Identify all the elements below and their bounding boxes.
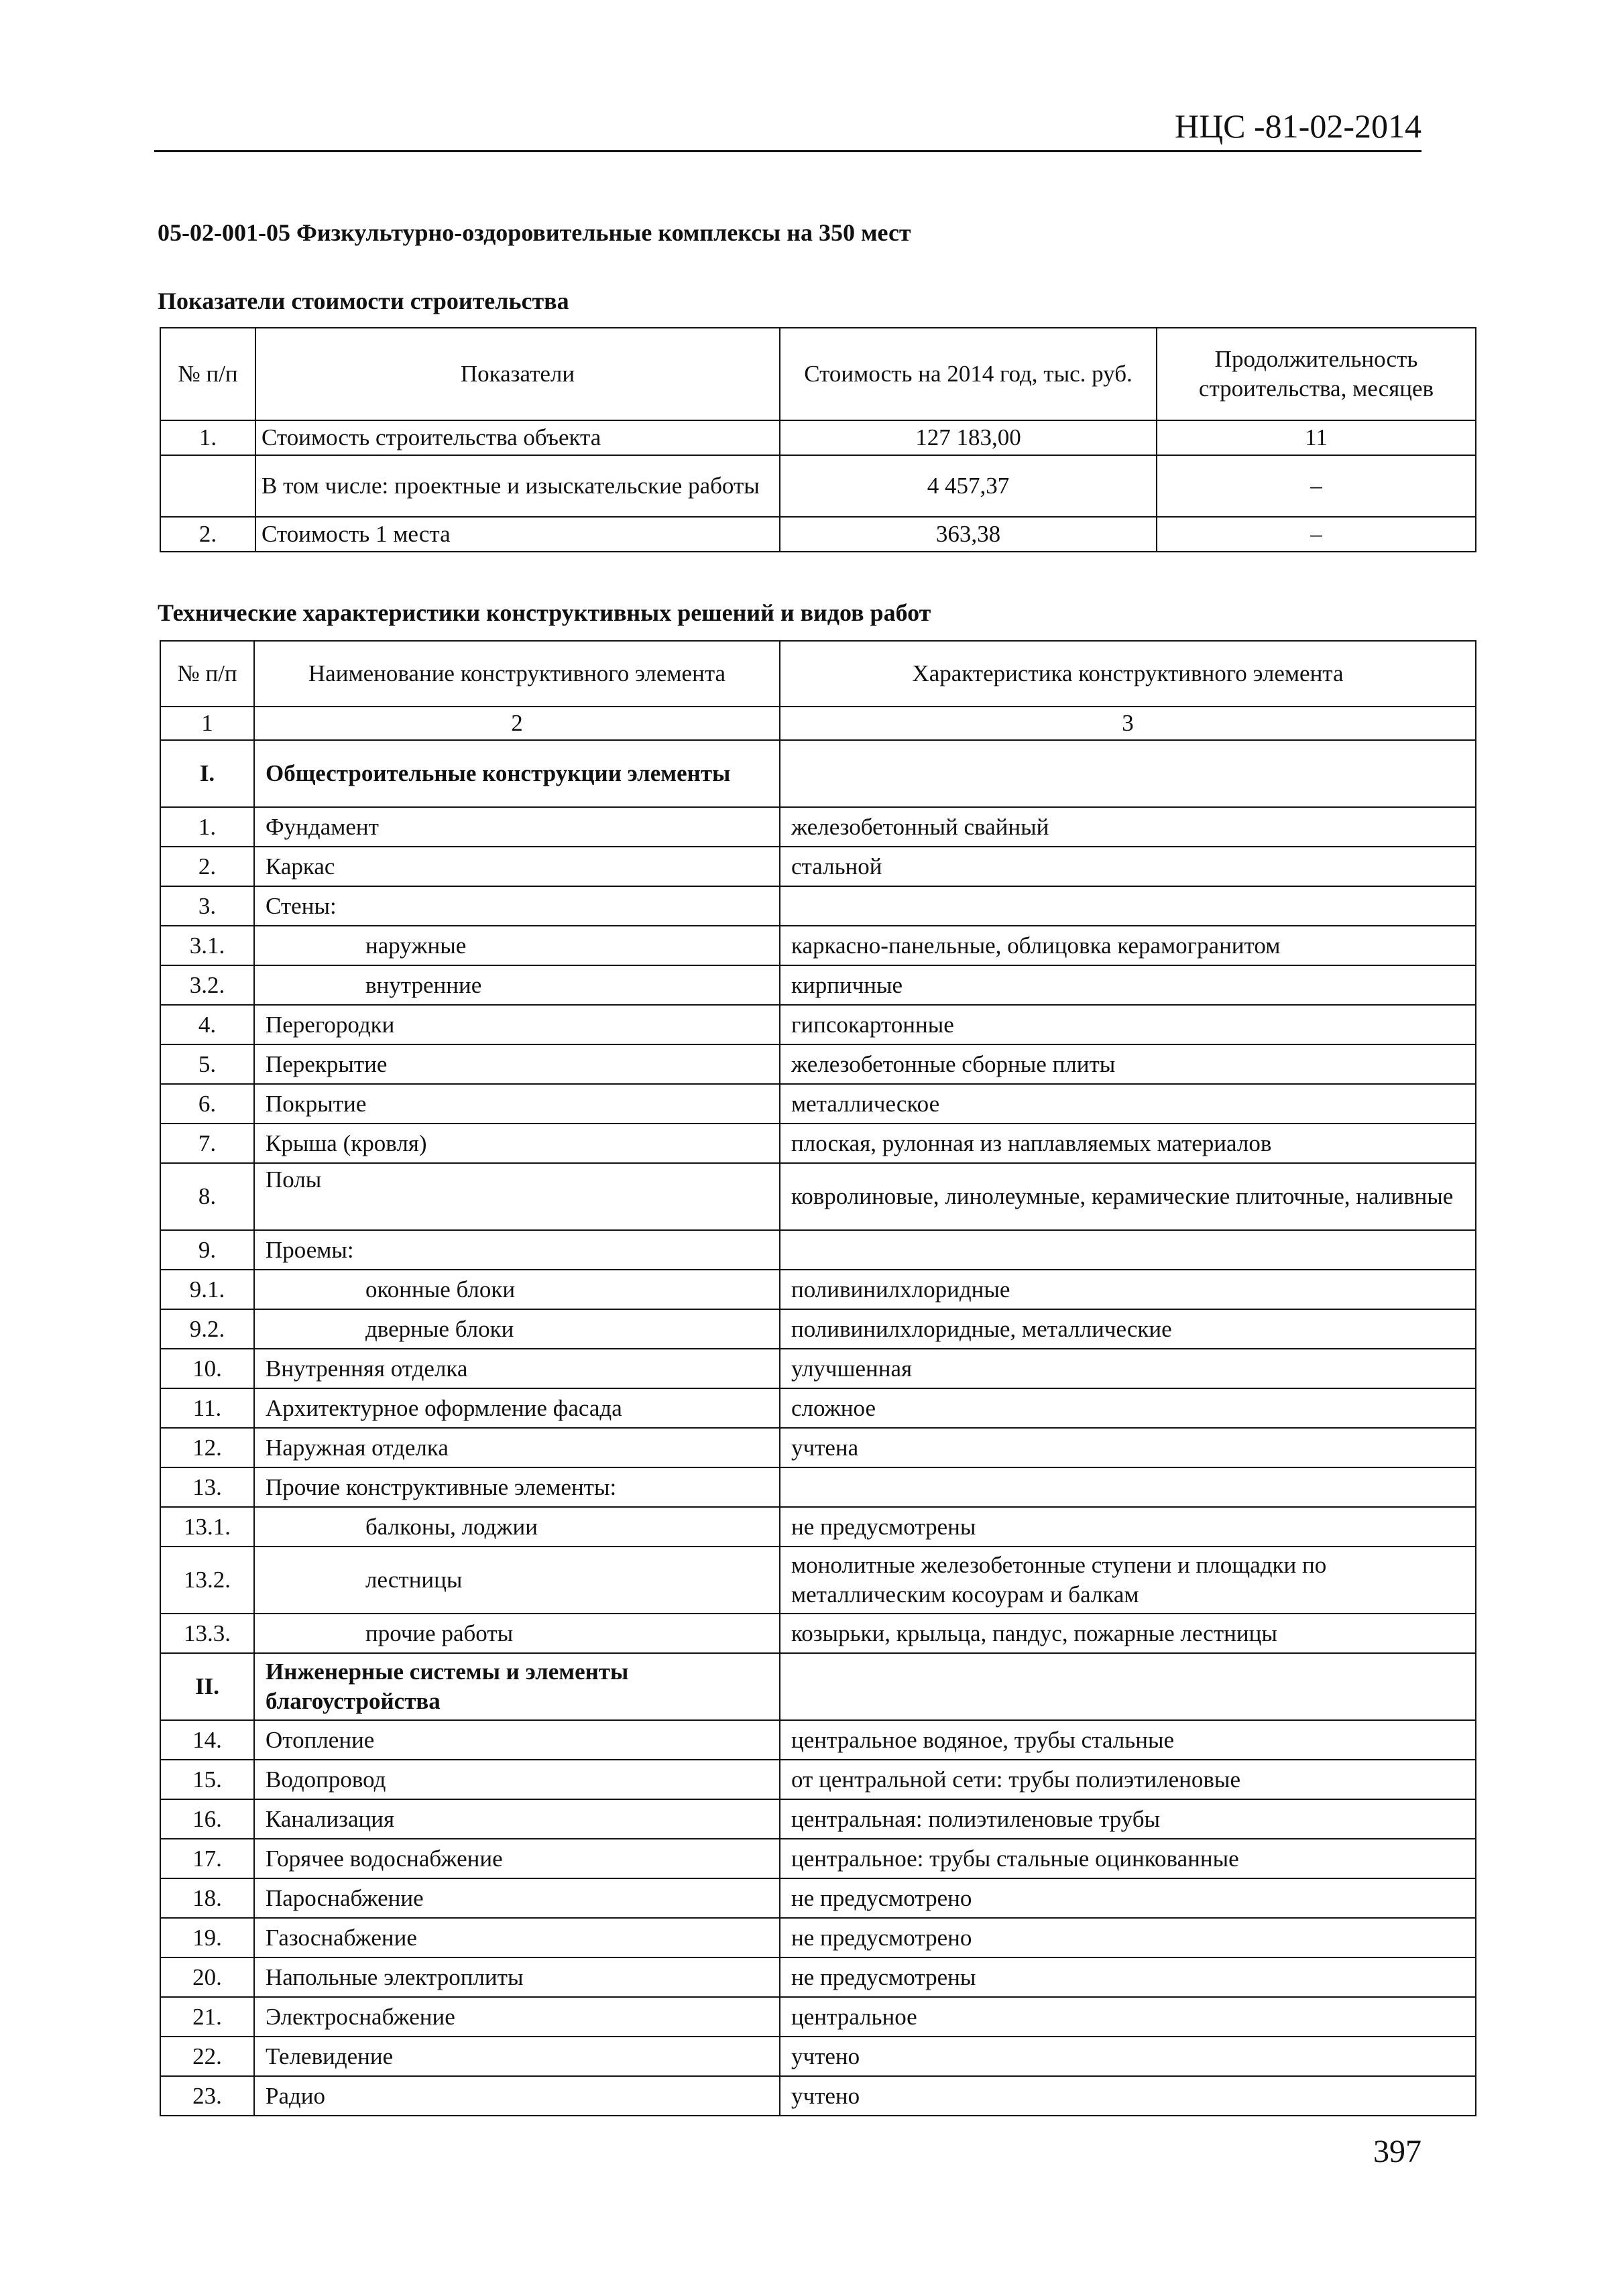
cell-characteristic: улучшенная bbox=[780, 1349, 1476, 1388]
cell-element-name: Внутренняя отделка bbox=[254, 1349, 780, 1388]
cell-element-name: Газоснабжение bbox=[254, 1918, 780, 1957]
table-row bbox=[160, 1163, 1476, 1230]
cell-characteristic: каркасно-панельные, облицовка керамогранитом bbox=[780, 926, 1476, 965]
cell-num: 15. bbox=[160, 1760, 254, 1799]
cell-num: 14. bbox=[160, 1720, 254, 1760]
table-row bbox=[160, 1309, 1476, 1349]
cell-element-name: Фундамент bbox=[254, 807, 780, 847]
header-cell-cost: Стоимость на 2014 год, тыс. руб. bbox=[780, 328, 1157, 420]
document-title: 05-02-001-05 Физкультурно-оздоровительные комплексы на 350 мест bbox=[158, 219, 911, 246]
cell-characteristic: поливинилхлоридные, металлические bbox=[780, 1309, 1476, 1349]
cell-num: 3. bbox=[160, 886, 254, 926]
cell-num: 3.1. bbox=[160, 926, 254, 965]
table-row bbox=[160, 1957, 1476, 1997]
header-cell-duration: Продолжительность строительства, месяцев bbox=[1157, 328, 1476, 420]
cell-characteristic bbox=[780, 740, 1476, 807]
table-row bbox=[160, 1720, 1476, 1760]
table-row bbox=[160, 1997, 1476, 2037]
cell-num: 19. bbox=[160, 1918, 254, 1957]
tech-table-header-row bbox=[160, 641, 1476, 707]
cell-element-name: Напольные электроплиты bbox=[254, 1957, 780, 1997]
cell-characteristic: металлическое bbox=[780, 1084, 1476, 1124]
table-row bbox=[160, 1270, 1476, 1309]
header-cell-characteristic: Характеристика конструктивного элемента bbox=[780, 641, 1476, 707]
cell-element-name: Стены: bbox=[254, 886, 780, 926]
cell-num: 1. bbox=[160, 807, 254, 847]
cell-indicator: Стоимость 1 места bbox=[255, 517, 780, 552]
cell-element-name: Радио bbox=[254, 2076, 780, 2116]
cell-num: 13.2. bbox=[160, 1547, 254, 1614]
tech-characteristics-table bbox=[160, 640, 1476, 2116]
cost-indicators-table bbox=[160, 327, 1476, 552]
cell-characteristic: ковролиновые, линолеумные, керамические плиточные, наливные bbox=[780, 1163, 1476, 1230]
cell-element-name: Полы bbox=[254, 1163, 780, 1230]
table-row bbox=[160, 1760, 1476, 1799]
cell-characteristic: железобетонный свайный bbox=[780, 807, 1476, 847]
cell-num: 12. bbox=[160, 1428, 254, 1467]
cell-element-name: Телевидение bbox=[254, 2037, 780, 2076]
cell-num: 9.2. bbox=[160, 1309, 254, 1349]
section-group-row bbox=[160, 740, 1476, 807]
table-row bbox=[160, 1349, 1476, 1388]
table-row bbox=[160, 1614, 1476, 1653]
cell-num: 11. bbox=[160, 1388, 254, 1428]
cell-num: 21. bbox=[160, 1997, 254, 2037]
cell-num: 13.1. bbox=[160, 1507, 254, 1547]
cell-num: 3.2. bbox=[160, 965, 254, 1005]
cell-element-name: Электроснабжение bbox=[254, 1997, 780, 2037]
cell-cost: 4 457,37 bbox=[780, 455, 1157, 517]
document-code: НЦС -81-02-2014 bbox=[1174, 107, 1422, 145]
cell-characteristic: учтено bbox=[780, 2076, 1476, 2116]
cell-element-name: Перекрытие bbox=[254, 1044, 780, 1084]
section-group-row bbox=[160, 1653, 1476, 1720]
cell-num: 18. bbox=[160, 1878, 254, 1918]
table-row bbox=[160, 1547, 1476, 1614]
cell-num: 9.1. bbox=[160, 1270, 254, 1309]
cell-characteristic: не предусмотрены bbox=[780, 1957, 1476, 1997]
header-cell-num: № п/п bbox=[160, 328, 255, 420]
cell-characteristic: центральная: полиэтиленовые трубы bbox=[780, 1799, 1476, 1839]
cell-duration: 11 bbox=[1157, 420, 1476, 455]
cell-characteristic: сложное bbox=[780, 1388, 1476, 1428]
table-row bbox=[160, 1230, 1476, 1270]
cell-characteristic: не предусмотрено bbox=[780, 1878, 1476, 1918]
table-row bbox=[160, 1044, 1476, 1084]
table-row bbox=[160, 1878, 1476, 1918]
cell-num: 13.3. bbox=[160, 1614, 254, 1653]
table-row bbox=[160, 886, 1476, 926]
cell-element-name: Инженерные системы и элементы благоустройства bbox=[254, 1653, 780, 1720]
cell-element-name: дверные блоки bbox=[254, 1309, 780, 1349]
cell-characteristic: учтено bbox=[780, 2037, 1476, 2076]
table-row bbox=[160, 517, 1476, 552]
cell-element-name: Канализация bbox=[254, 1799, 780, 1839]
cell-element-name: балконы, лоджии bbox=[254, 1507, 780, 1547]
cell-characteristic bbox=[780, 886, 1476, 926]
table-row bbox=[160, 1388, 1476, 1428]
column-number-row bbox=[160, 707, 1476, 740]
cell-characteristic bbox=[780, 1467, 1476, 1507]
table-row bbox=[160, 2037, 1476, 2076]
cell-element-name: Проемы: bbox=[254, 1230, 780, 1270]
table-row bbox=[160, 965, 1476, 1005]
cell-element-name: Крыша (кровля) bbox=[254, 1124, 780, 1163]
cell-num: 7. bbox=[160, 1124, 254, 1163]
cell-element-name: прочие работы bbox=[254, 1614, 780, 1653]
cell-cost: 127 183,00 bbox=[780, 420, 1157, 455]
cell-characteristic: гипсокартонные bbox=[780, 1005, 1476, 1044]
cell-characteristic: центральное bbox=[780, 1997, 1476, 2037]
header-cell-num: № п/п bbox=[160, 641, 254, 707]
cell-num: 13. bbox=[160, 1467, 254, 1507]
cell-num: 2. bbox=[160, 847, 254, 886]
cell-cost: 363,38 bbox=[780, 517, 1157, 552]
cell-duration: – bbox=[1157, 455, 1476, 517]
cell-num: 22. bbox=[160, 2037, 254, 2076]
cell-element-name: Горячее водоснабжение bbox=[254, 1839, 780, 1878]
cell-num bbox=[160, 455, 255, 517]
cell-element-name: Наружная отделка bbox=[254, 1428, 780, 1467]
table-row bbox=[160, 1084, 1476, 1124]
cell-characteristic: от центральной сети: трубы полиэтиленовые bbox=[780, 1760, 1476, 1799]
cell-indicator: В том числе: проектные и изыскательские работы bbox=[255, 455, 780, 517]
cell-num: 2. bbox=[160, 517, 255, 552]
table-row bbox=[160, 1918, 1476, 1957]
cell-num: 1. bbox=[160, 420, 255, 455]
cell-element-name: лестницы bbox=[254, 1547, 780, 1614]
table-row bbox=[160, 1467, 1476, 1507]
cell-num: 10. bbox=[160, 1349, 254, 1388]
cell-element-name: наружные bbox=[254, 926, 780, 965]
page-number: 397 bbox=[1373, 2134, 1422, 2169]
cell-num: I. bbox=[160, 740, 254, 807]
table-row bbox=[160, 1124, 1476, 1163]
cost-section-title: Показатели стоимости строительства bbox=[158, 288, 569, 314]
cell-num: 23. bbox=[160, 2076, 254, 2116]
cell-duration: – bbox=[1157, 517, 1476, 552]
column-number: 3 bbox=[780, 707, 1476, 740]
cell-num: 16. bbox=[160, 1799, 254, 1839]
cell-num: 20. bbox=[160, 1957, 254, 1997]
column-number: 1 bbox=[160, 707, 254, 740]
cell-element-name: Покрытие bbox=[254, 1084, 780, 1124]
cell-element-name: Пароснабжение bbox=[254, 1878, 780, 1918]
table-row bbox=[160, 1428, 1476, 1467]
cell-characteristic: козырьки, крыльца, пандус, пожарные лестницы bbox=[780, 1614, 1476, 1653]
cell-characteristic: железобетонные сборные плиты bbox=[780, 1044, 1476, 1084]
cell-element-name: Каркас bbox=[254, 847, 780, 886]
cell-element-name: Отопление bbox=[254, 1720, 780, 1760]
cell-num: 8. bbox=[160, 1163, 254, 1230]
column-number: 2 bbox=[254, 707, 780, 740]
cell-characteristic bbox=[780, 1230, 1476, 1270]
table-row bbox=[160, 455, 1476, 517]
table-row bbox=[160, 2076, 1476, 2116]
cell-num: II. bbox=[160, 1653, 254, 1720]
tech-table-body bbox=[160, 740, 1476, 2116]
cell-characteristic: не предусмотрены bbox=[780, 1507, 1476, 1547]
cell-element-name: оконные блоки bbox=[254, 1270, 780, 1309]
table-row bbox=[160, 807, 1476, 847]
header-cell-element: Наименование конструктивного элемента bbox=[254, 641, 780, 707]
cell-characteristic: монолитные железобетонные ступени и площадки по металлическим косоурам и балкам bbox=[780, 1547, 1476, 1614]
table-row bbox=[160, 847, 1476, 886]
cell-indicator: Стоимость строительства объекта bbox=[255, 420, 780, 455]
cell-num: 17. bbox=[160, 1839, 254, 1878]
table-row bbox=[160, 420, 1476, 455]
table-row bbox=[160, 1799, 1476, 1839]
table-row bbox=[160, 1005, 1476, 1044]
header-cell-indicator: Показатели bbox=[255, 328, 780, 420]
cell-characteristic: центральное: трубы стальные оцинкованные bbox=[780, 1839, 1476, 1878]
cell-num: 9. bbox=[160, 1230, 254, 1270]
cell-element-name: Прочие конструктивные элементы: bbox=[254, 1467, 780, 1507]
cell-characteristic: кирпичные bbox=[780, 965, 1476, 1005]
cost-table-header-row bbox=[160, 328, 1476, 420]
header-divider bbox=[154, 150, 1422, 152]
table-row bbox=[160, 1839, 1476, 1878]
cell-characteristic: учтена bbox=[780, 1428, 1476, 1467]
tech-section-title: Технические характеристики конструктивных решений и видов работ bbox=[158, 599, 931, 626]
cell-characteristic bbox=[780, 1653, 1476, 1720]
cell-num: 5. bbox=[160, 1044, 254, 1084]
cell-characteristic: плоская, рулонная из наплавляемых материалов bbox=[780, 1124, 1476, 1163]
cell-characteristic: поливинилхлоридные bbox=[780, 1270, 1476, 1309]
cell-characteristic: стальной bbox=[780, 847, 1476, 886]
cell-element-name: внутренние bbox=[254, 965, 780, 1005]
cell-num: 4. bbox=[160, 1005, 254, 1044]
cell-element-name: Перегородки bbox=[254, 1005, 780, 1044]
table-row bbox=[160, 926, 1476, 965]
cell-element-name: Архитектурное оформление фасада bbox=[254, 1388, 780, 1428]
cell-num: 6. bbox=[160, 1084, 254, 1124]
cell-element-name: Общестроительные конструкции элементы bbox=[254, 740, 780, 807]
cell-element-name: Водопровод bbox=[254, 1760, 780, 1799]
table-row bbox=[160, 1507, 1476, 1547]
cell-characteristic: не предусмотрено bbox=[780, 1918, 1476, 1957]
cell-characteristic: центральное водяное, трубы стальные bbox=[780, 1720, 1476, 1760]
